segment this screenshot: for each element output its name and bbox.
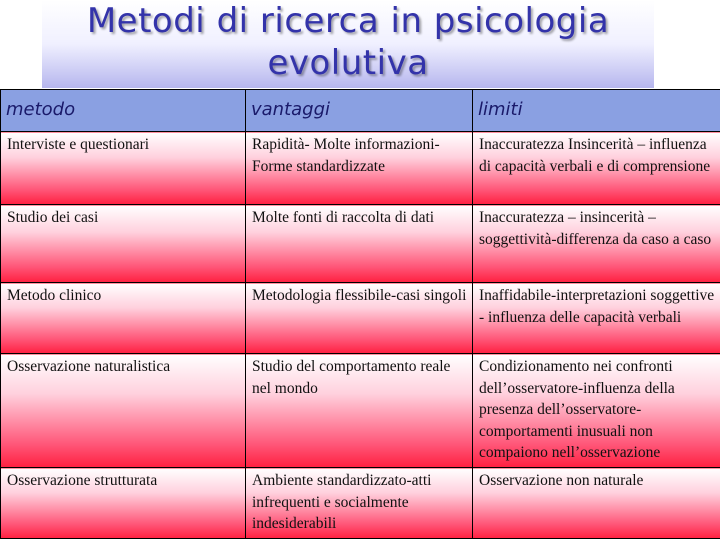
table-row [1,132,720,205]
slide-title: Metodi di ricerca in psicologia evolutiva [86,1,610,83]
cell-metodo: Osservazione naturalistica [1,354,246,468]
cell-vantaggi: Studio del comportamento reale nel mondo [246,354,473,468]
cell-metodo: Studio dei casi [1,205,246,283]
cell-limiti: Inaccuratezza – insincerità – soggettività-differenza da caso a caso [473,205,720,283]
table-row [1,283,720,354]
cell-limiti: Inaccuratezza Insincerità – influenza di capacità verbali e di comprensione [473,132,720,205]
cell-metodo: Metodo clinico [1,283,246,354]
cell-vantaggi: Rapidità- Molte informazioni- Forme standardizzate [246,132,473,205]
cell-vantaggi: Ambiente standardizzato-atti infrequenti e socialmente indesiderabili [246,468,473,539]
cell-limiti: Osservazione non naturale [473,468,720,539]
table-row [1,354,720,468]
cell-metodo: Interviste e questionari [1,132,246,205]
header-metodo: metodo [1,90,246,132]
header-vantaggi: vantaggi [246,90,473,132]
table-row [1,468,720,539]
methods-table [0,89,720,539]
cell-vantaggi: Metodologia flessibile-casi singoli [246,283,473,354]
table-header-row [1,90,720,132]
cell-limiti: Inaffidabile-interpretazioni soggettive - influenza delle capacità verbali [473,283,720,354]
header-limiti: limiti [473,90,720,132]
cell-limiti: Condizionamento nei confronti dell’osservatore-influenza della presenza dell’osservatore-comportamenti inusuali non compaiono nell’osservazione [473,354,720,468]
table-row [1,205,720,283]
cell-metodo: Osservazione strutturata [1,468,246,539]
cell-vantaggi: Molte fonti di raccolta di dati [246,205,473,283]
